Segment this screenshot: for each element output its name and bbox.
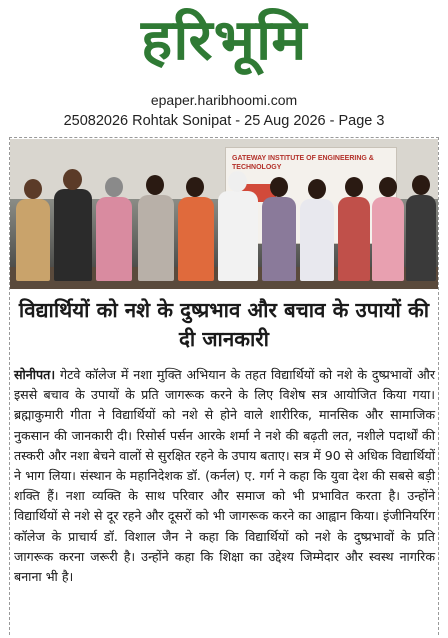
person-head [146,175,164,195]
person-head [308,179,326,199]
person-head [412,175,430,195]
article-photo [10,139,438,289]
person-figure [406,195,436,281]
person-head [105,177,123,197]
epaper-url[interactable]: epaper.haribhoomi.com [150,92,298,108]
person-head [379,177,397,197]
article-body [14,365,435,587]
person-figure [372,197,404,281]
person-head [186,177,204,197]
edition-info: 25082026 Rohtak Sonipat - 25 Aug 2026 - Page 3 [63,113,385,129]
article-headline: विद्यार्थियों को नशे के दुष्प्रभाव और बचाव के उपायों की दी जानकारी [18,298,430,351]
person-head [24,179,42,199]
person-head [228,171,247,192]
person-figure [16,199,50,281]
person-head [270,177,288,197]
person-figure [96,197,132,281]
person-figure [338,197,370,281]
person-figure [178,197,214,281]
person-head [63,169,82,190]
newspaper-masthead [0,0,448,82]
person-head [345,177,363,197]
person-figure [138,195,174,281]
person-figure [218,191,258,281]
banner-text: GATEWAY INSTITUTE OF ENGINEERING & TECHNOLOGY [232,155,374,171]
newspaper-logo: हरिभूमि [140,8,308,73]
person-figure [54,189,92,281]
article-body-text: गेटवे कॉलेज में नशा मुक्ति अभियान के तहत विद्यार्थियों को नशे के दुष्प्रभावों और इससे बचाव के उपायों के प्रति जागरूक करने के लिए विशेष सत्र आयोजित किया गया। ब्रह्माकुमारी गीता ने विद्यार्थियों को नशे से होने वाले शारीरिक, मानसिक और सामाजिक नुकसान की जानकारी दी। रिसोर्स पर्सन आरके शर्मा ने नशे की बढ़ती लत, नशीले पदार्थों की तस्करी और नशा बेचने वालों से सुरक्षित रहने के उपाय बताए। सत्र में 90 से अधिक विद्यार्थियों ने भाग लिया। संस्थान के महानिदेशक डॉ. (कर्नल) ए. गर्ग ने कहा कि युवा देश की सबसे बड़ी शक्ति हैं। नशा व्यक्ति के साथ परिवार और समाज को भी प्रभावित करता है। उन्होंने विद्यार्थियों से नशे से दूर रहने और दूसरों को भी जागरूक करने का आह्वान किया। इंजीनियरिंग कॉलेज के प्राचार्य डॉ. विशाल जैन ने कहा कि विद्यार्थियों को नशे के दुष्प्रभावों के प्रति जागरूक करना जरूरी है। उन्होंने कहा कि शिक्षा का उद्देश्य जिम्मेदार और स्वस्थ नागरिक बनाना भी है। [14,367,435,585]
person-figure [300,199,334,281]
person-figure [262,197,296,281]
article-dateline: सोनीपत। [14,367,56,382]
